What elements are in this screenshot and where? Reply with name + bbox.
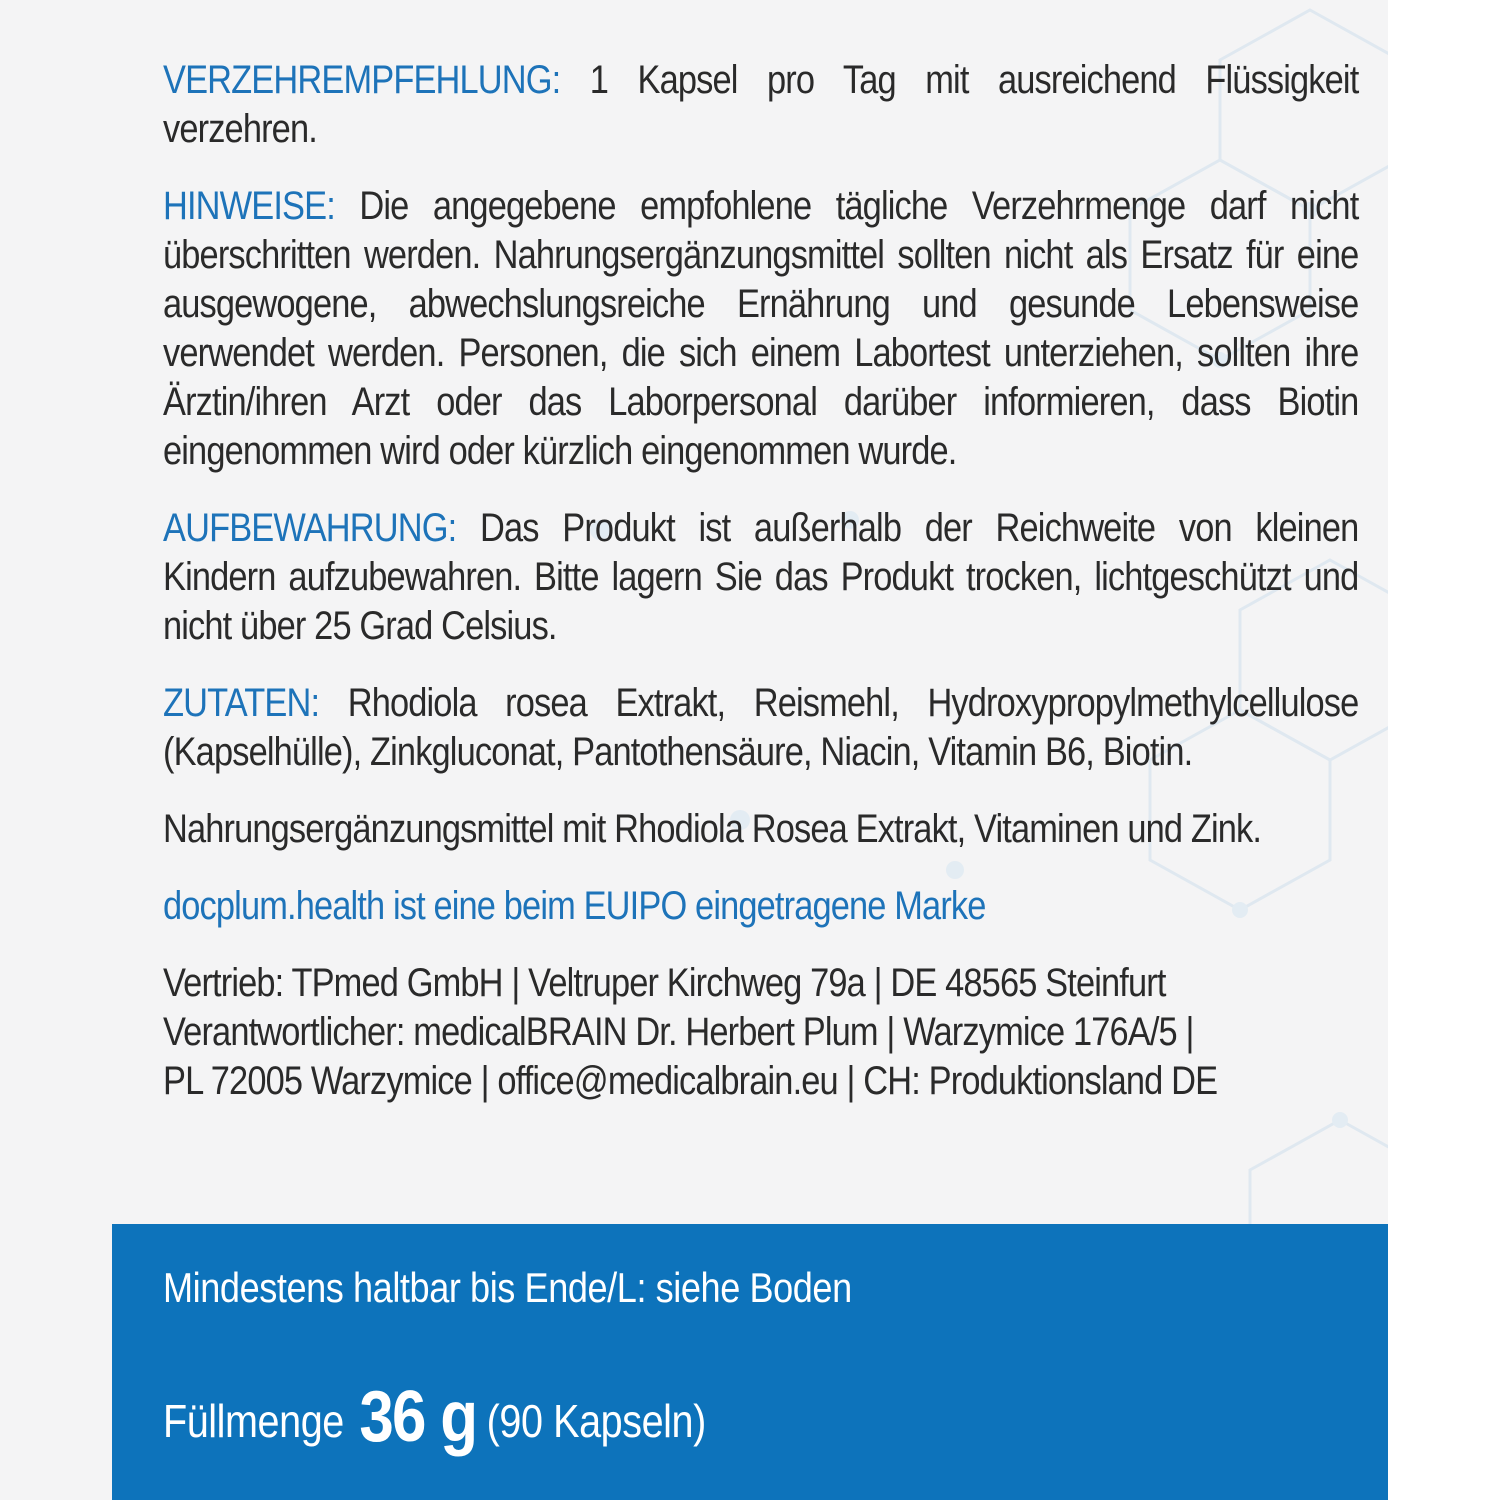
distributor-line-2: Verantwortlicher: medicalBRAIN Dr. Herbert Plum | Warzymice 176A/5 |	[163, 1010, 1194, 1054]
storage-paragraph	[163, 504, 1358, 651]
dosage-label: VERZEHREMPFEHLUNG:	[163, 58, 561, 102]
right-margin-strip	[1388, 0, 1500, 1500]
dosage-text: 1 Kapsel pro Tag mit ausreichend Flüssigkeit verzehren.	[163, 58, 1359, 151]
ingredients-text: Rhodiola rosea Extrakt, Reismehl, Hydroxypropylmethylcellulose (Kapselhülle), Zinkgluconat, Pantothensäure, Niacin, Vitamin B6, Biotin.	[163, 681, 1359, 774]
distributor-line-3: PL 72005 Warzymice | office@medicalbrain.eu | CH: Produktionsland DE	[163, 1059, 1218, 1103]
footer-band	[112, 1224, 1388, 1500]
fill-label: Füllmenge	[163, 1395, 344, 1447]
product-description: Nahrungsergänzungsmittel mit Rhodiola Rosea Extrakt, Vitaminen und Zink.	[163, 807, 1262, 851]
trademark-notice: docplum.health ist eine beim EUIPO eingetragene Marke	[163, 884, 986, 928]
label-text-block	[163, 56, 1358, 1106]
best-before-text: Mindestens haltbar bis Ende/L: siehe Boden	[163, 1264, 852, 1311]
storage-text: Das Produkt ist außerhalb der Reichweite von kleinen Kindern aufzubewahren. Bitte lagern Sie das Produkt trocken, lichtgeschützt und nicht über 25 Grad Celsius.	[163, 506, 1359, 648]
storage-label: AUFBEWAHRUNG:	[163, 506, 457, 550]
notes-label: HINWEISE:	[163, 184, 335, 228]
fill-quantity	[163, 1376, 706, 1458]
fill-count: (90 Kapseln)	[486, 1395, 706, 1447]
fill-amount: 36 g	[359, 1377, 477, 1457]
distributor-line-1: Vertrieb: TPmed GmbH | Veltruper Kirchweg 79a | DE 48565 Steinfurt	[163, 961, 1166, 1005]
notes-paragraph	[163, 182, 1358, 476]
ingredients-label: ZUTATEN:	[163, 681, 320, 725]
ingredients-paragraph	[163, 679, 1358, 777]
notes-text: Die angegebene empfohlene tägliche Verzehrmenge darf nicht überschritten werden. Nahrungsergänzungsmittel sollten nicht als Ersatz für eine ausgewogene, abwechslungsreiche Ernährung und gesunde Lebensweise verwendet werden. Personen, die sich einem Labortest unterziehen, sollten ihre Ärztin/ihren Arzt oder das Laborpersonal darüber informieren, dass Biotin eingenommen wird oder kürzlich eingenommen wurde.	[163, 184, 1359, 473]
distributor-info	[163, 959, 1358, 1106]
dosage-paragraph	[163, 56, 1358, 154]
